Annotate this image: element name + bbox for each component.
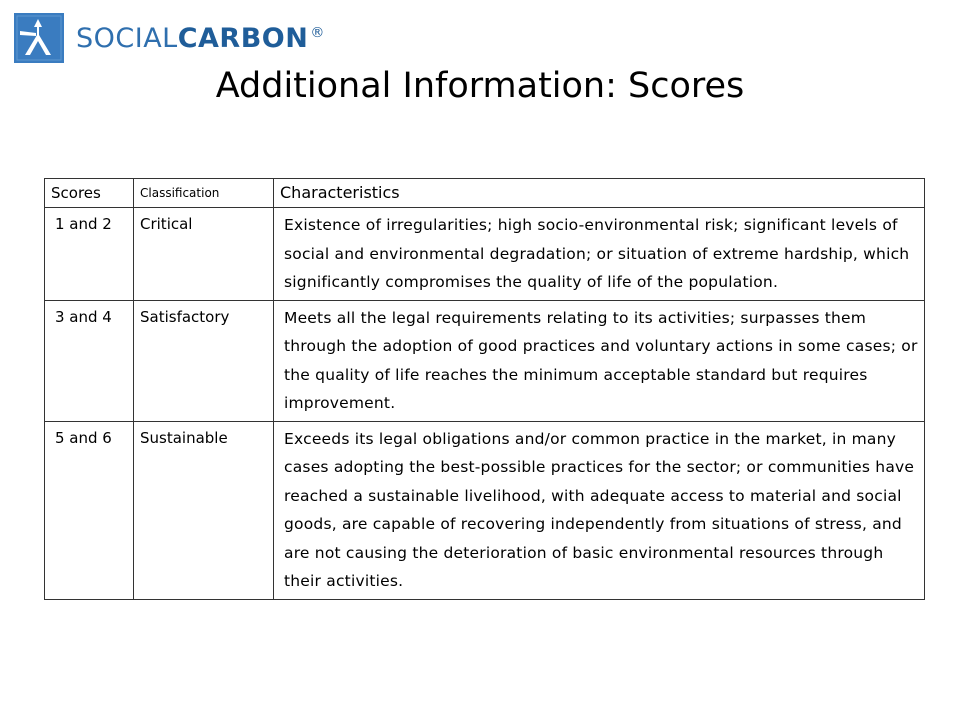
table-row xyxy=(45,300,925,421)
scores-table xyxy=(44,178,925,600)
score-cell: 3 and 4 xyxy=(45,300,134,421)
characteristics-cell: Existence of irregularities; high socio-environmental risk; significant levels of social and environmental degradation; or situation of extreme hardship, which significantly compromises the quality of life of the population. xyxy=(274,208,925,301)
header-classification: Classification xyxy=(134,179,274,208)
classification-cell: Sustainable xyxy=(134,421,274,599)
logo-text-carbon: CARBON xyxy=(177,22,309,54)
socialcarbon-logo xyxy=(14,12,325,64)
characteristics-cell: Meets all the legal requirements relating to its activities; surpasses them through the adoption of good practices and voluntary actions in some cases; or the quality of life reaches the minimum acceptable standard but requires improvement. xyxy=(274,300,925,421)
table-row xyxy=(45,421,925,599)
table-header-row xyxy=(45,179,925,208)
classification-cell: Satisfactory xyxy=(134,300,274,421)
score-cell: 1 and 2 xyxy=(45,208,134,301)
logo-text-social: SOCIAL xyxy=(76,22,178,54)
characteristics-cell: Exceeds its legal obligations and/or common practice in the market, in many cases adopting the best-possible practices for the sector; or communities have reached a sustainable livelihood, with adequate access to material and social goods, are capable of recovering independently from situations of stress, and are not causing the deterioration of basic environmental resources through their activities. xyxy=(274,421,925,599)
logo-wordmark xyxy=(76,23,325,54)
table-row xyxy=(45,208,925,301)
header-scores: Scores xyxy=(45,179,134,208)
socialcarbon-logo-icon xyxy=(14,13,64,63)
score-cell: 5 and 6 xyxy=(45,421,134,599)
logo-registered-mark: ® xyxy=(310,24,325,41)
page-title: Additional Information: Scores xyxy=(215,66,745,106)
classification-cell: Critical xyxy=(134,208,274,301)
header-characteristics: Characteristics xyxy=(274,179,925,208)
